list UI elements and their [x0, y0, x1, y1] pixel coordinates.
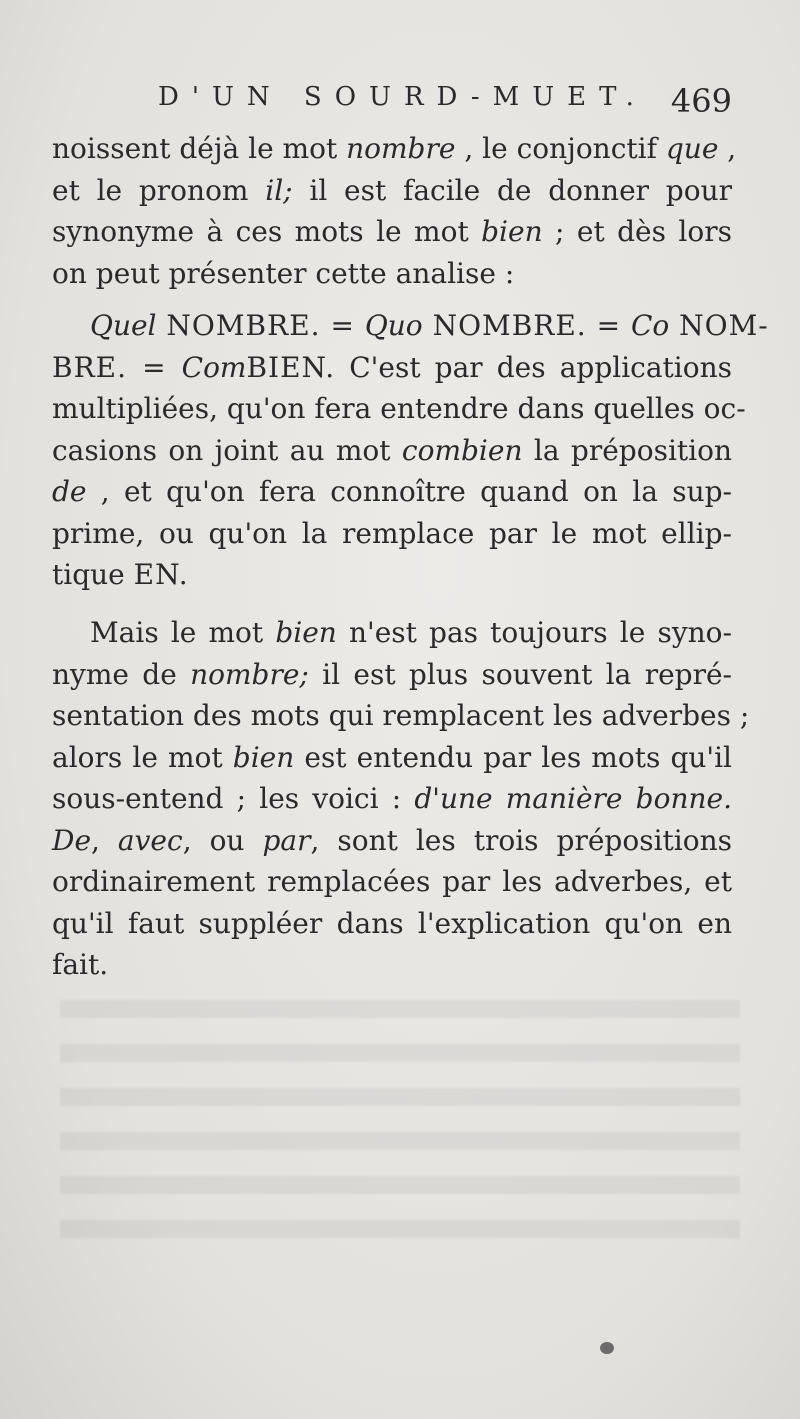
ink-smudge: [600, 1342, 614, 1354]
bleed-through-text: [60, 1000, 740, 1260]
text-line: tique EN.: [52, 558, 189, 591]
paragraph-3: [52, 612, 750, 986]
text-line: Mais le mot bien n'est pas toujours le syno-: [90, 616, 732, 649]
text-line: BRE. = ComBIEN. C'est par des applications: [52, 350, 732, 384]
text-line: fait.: [52, 948, 109, 981]
text-line: noissent déjà le mot nombre , le conjonctif que ,: [52, 132, 737, 165]
text-line: synonyme à ces mots le mot bien ; et dès lors: [52, 215, 732, 248]
text-line: Quel NOMBRE. = Quo NOMBRE. = Co NOM-: [90, 309, 769, 342]
paragraph-1: [52, 128, 737, 294]
text-line: De, avec, ou par, sont les trois prépositions: [52, 823, 732, 857]
text-line: alors le mot bien est entendu par les mots qu'il: [52, 740, 733, 774]
text-line: sous-entend ; les voici : d'une manière bonne.: [52, 782, 732, 815]
text-line: ordinairement remplacées par les adverbes, et: [52, 865, 732, 898]
running-head: D'UN SOURD-MUET.: [158, 82, 647, 112]
text-line: nyme de nombre; il est plus souvent la repré-: [52, 657, 732, 691]
paragraph-2: [52, 305, 769, 596]
text-line: qu'il faut suppléer dans l'explication qu'on en: [52, 906, 732, 940]
text-line: de , et qu'on fera connoître quand on la sup-: [52, 475, 732, 508]
text-line: multipliées, qu'on fera entendre dans quelles oc-: [52, 392, 746, 425]
text-line: prime, ou qu'on la remplace par le mot ellip-: [52, 516, 732, 550]
text-line: on peut présenter cette analise :: [52, 256, 515, 290]
text-line: casions on joint au mot combien la préposition: [52, 433, 732, 467]
text-line: et le pronom il; il est facile de donner pour: [52, 173, 732, 207]
page-number: 469: [670, 82, 732, 120]
text-line: sentation des mots qui remplacent les adverbes ;: [52, 699, 750, 732]
page-header: [118, 82, 738, 122]
